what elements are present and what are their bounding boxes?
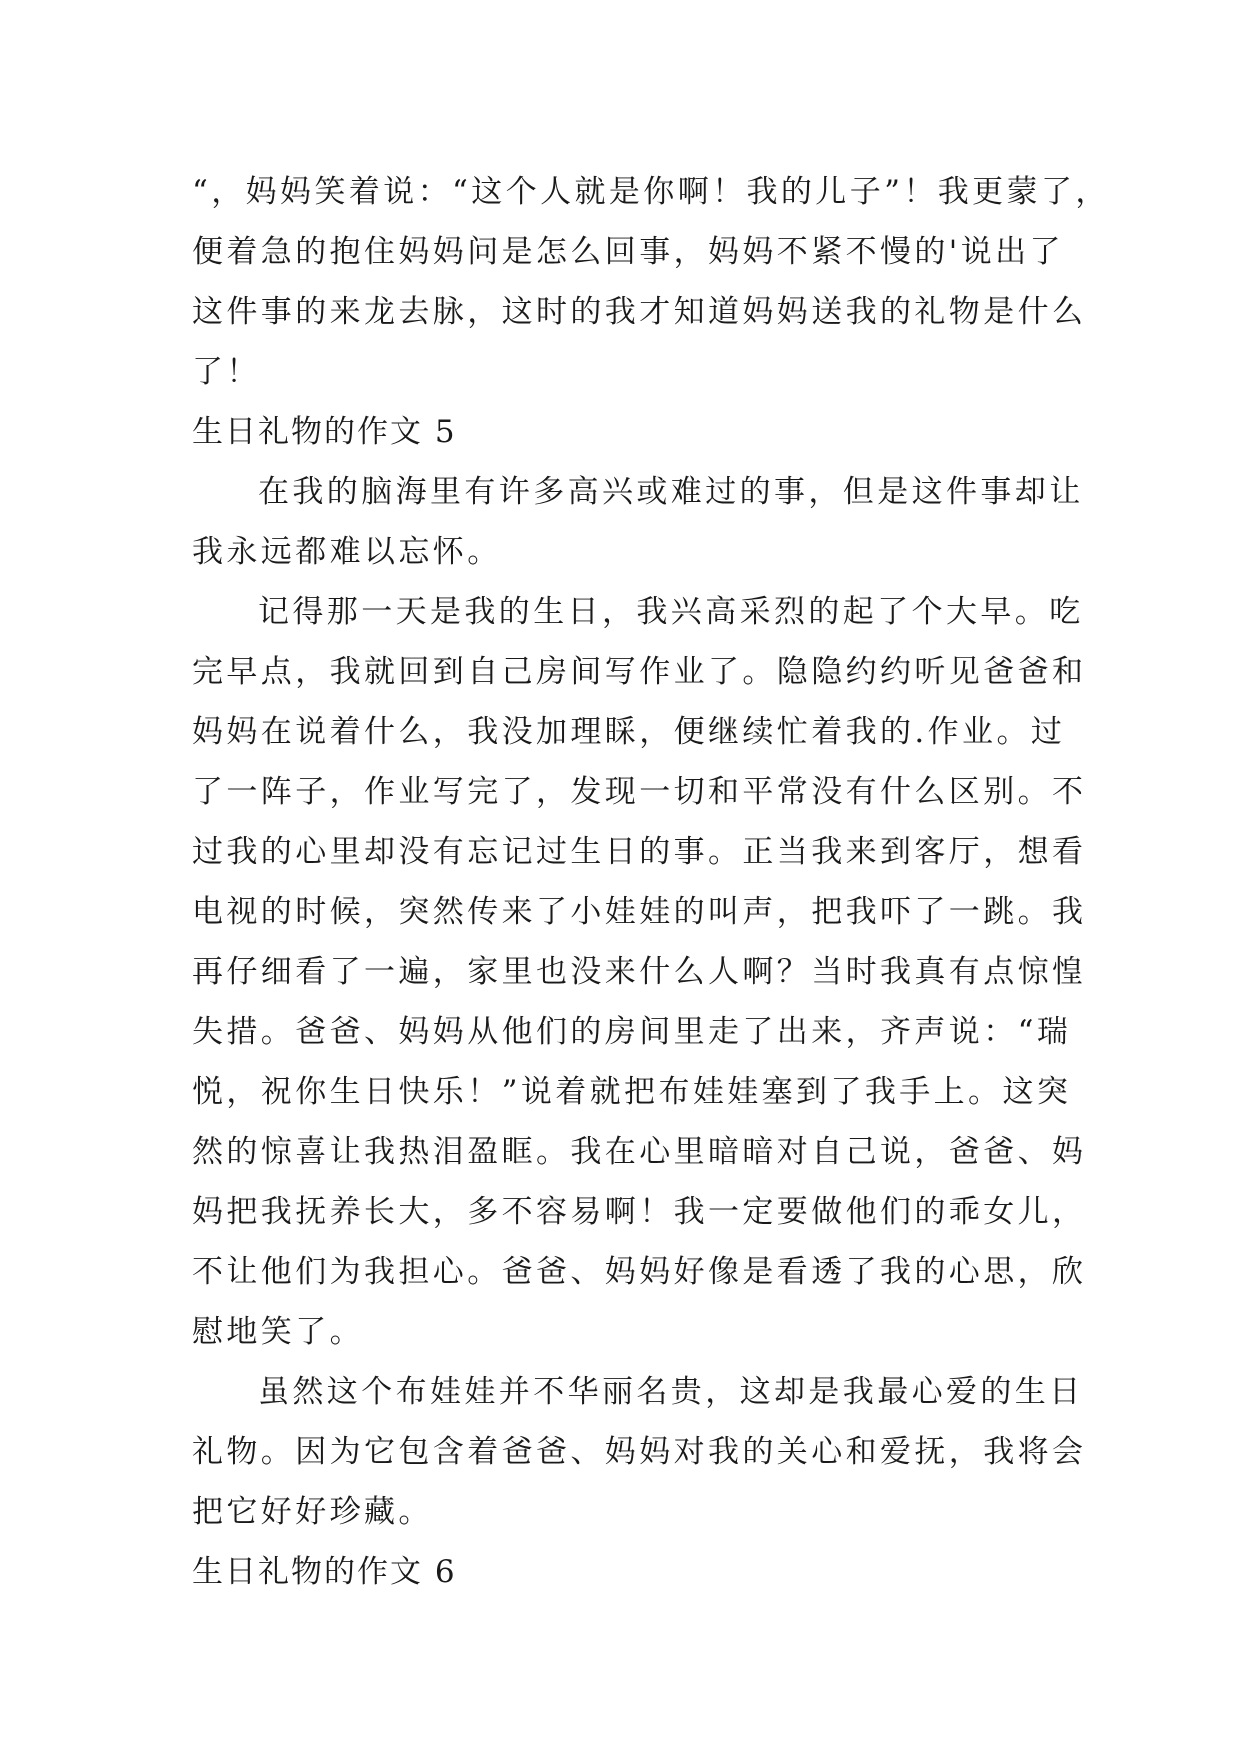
section-6-heading: 生日礼物的作文 6 (192, 1554, 457, 1590)
text-line: 再仔细看了一遍，家里也没来什么人啊？当时我真有点惊惶 (192, 954, 1087, 990)
text-line: 了一阵子，作业写完了，发现一切和平常没有什么区别。不 (192, 774, 1087, 810)
text-line: 礼物。因为它包含着爸爸、妈妈对我的关心和爱抚，我将会 (192, 1434, 1087, 1470)
text-line: 了！ (192, 354, 261, 390)
document-body (192, 162, 1110, 1602)
text-line: 妈妈在说着什么，我没加理睬，便继续忙着我的.作业。过 (192, 714, 1066, 750)
text-line: 在我的脑海里有许多高兴或难过的事，但是这件事却让 (258, 474, 1084, 510)
text-line: 完早点，我就回到自己房间写作业了。隐隐约约听见爸爸和 (192, 654, 1087, 690)
text-line: 妈把我抚养长大，多不容易啊！我一定要做他们的乖女儿， (192, 1194, 1087, 1230)
continuation-paragraph (192, 162, 1110, 402)
text-line: 慰地笑了。 (192, 1314, 364, 1350)
section-5-paragraph-3 (192, 1362, 1087, 1542)
text-line: “，妈妈笑着说：“这个人就是你啊！我的儿子”！我更蒙了， (192, 174, 1110, 210)
text-line: 失措。爸爸、妈妈从他们的房间里走了出来，齐声说：“瑞 (192, 1014, 1072, 1050)
text-line: 电视的时候，突然传来了小娃娃的叫声，把我吓了一跳。我 (192, 894, 1087, 930)
text-line: 把它好好珍藏。 (192, 1494, 433, 1530)
text-line: 我永远都难以忘怀。 (192, 534, 502, 570)
text-line: 过我的心里却没有忘记过生日的事。正当我来到客厅，想看 (192, 834, 1087, 870)
text-line: 悦，祝你生日快乐！”说着就把布娃娃塞到了我手上。这突 (192, 1074, 1072, 1110)
text-line: 然的惊喜让我热泪盈眶。我在心里暗暗对自己说，爸爸、妈 (192, 1134, 1087, 1170)
section-5-paragraph-2 (192, 582, 1087, 1362)
text-line: 虽然这个布娃娃并不华丽名贵，这却是我最心爱的生日 (258, 1374, 1084, 1410)
text-line: 记得那一天是我的生日，我兴高采烈的起了个大早。吃 (258, 594, 1084, 630)
section-5-heading: 生日礼物的作文 5 (192, 414, 457, 450)
text-line: 不让他们为我担心。爸爸、妈妈好像是看透了我的心思，欣 (192, 1254, 1087, 1290)
section-5-paragraph-1 (192, 462, 1084, 582)
text-line: 便着急的抱住妈妈问是怎么回事，妈妈不紧不慢的'说出了 (192, 234, 1064, 270)
text-line: 这件事的来龙去脉，这时的我才知道妈妈送我的礼物是什么 (192, 294, 1087, 330)
